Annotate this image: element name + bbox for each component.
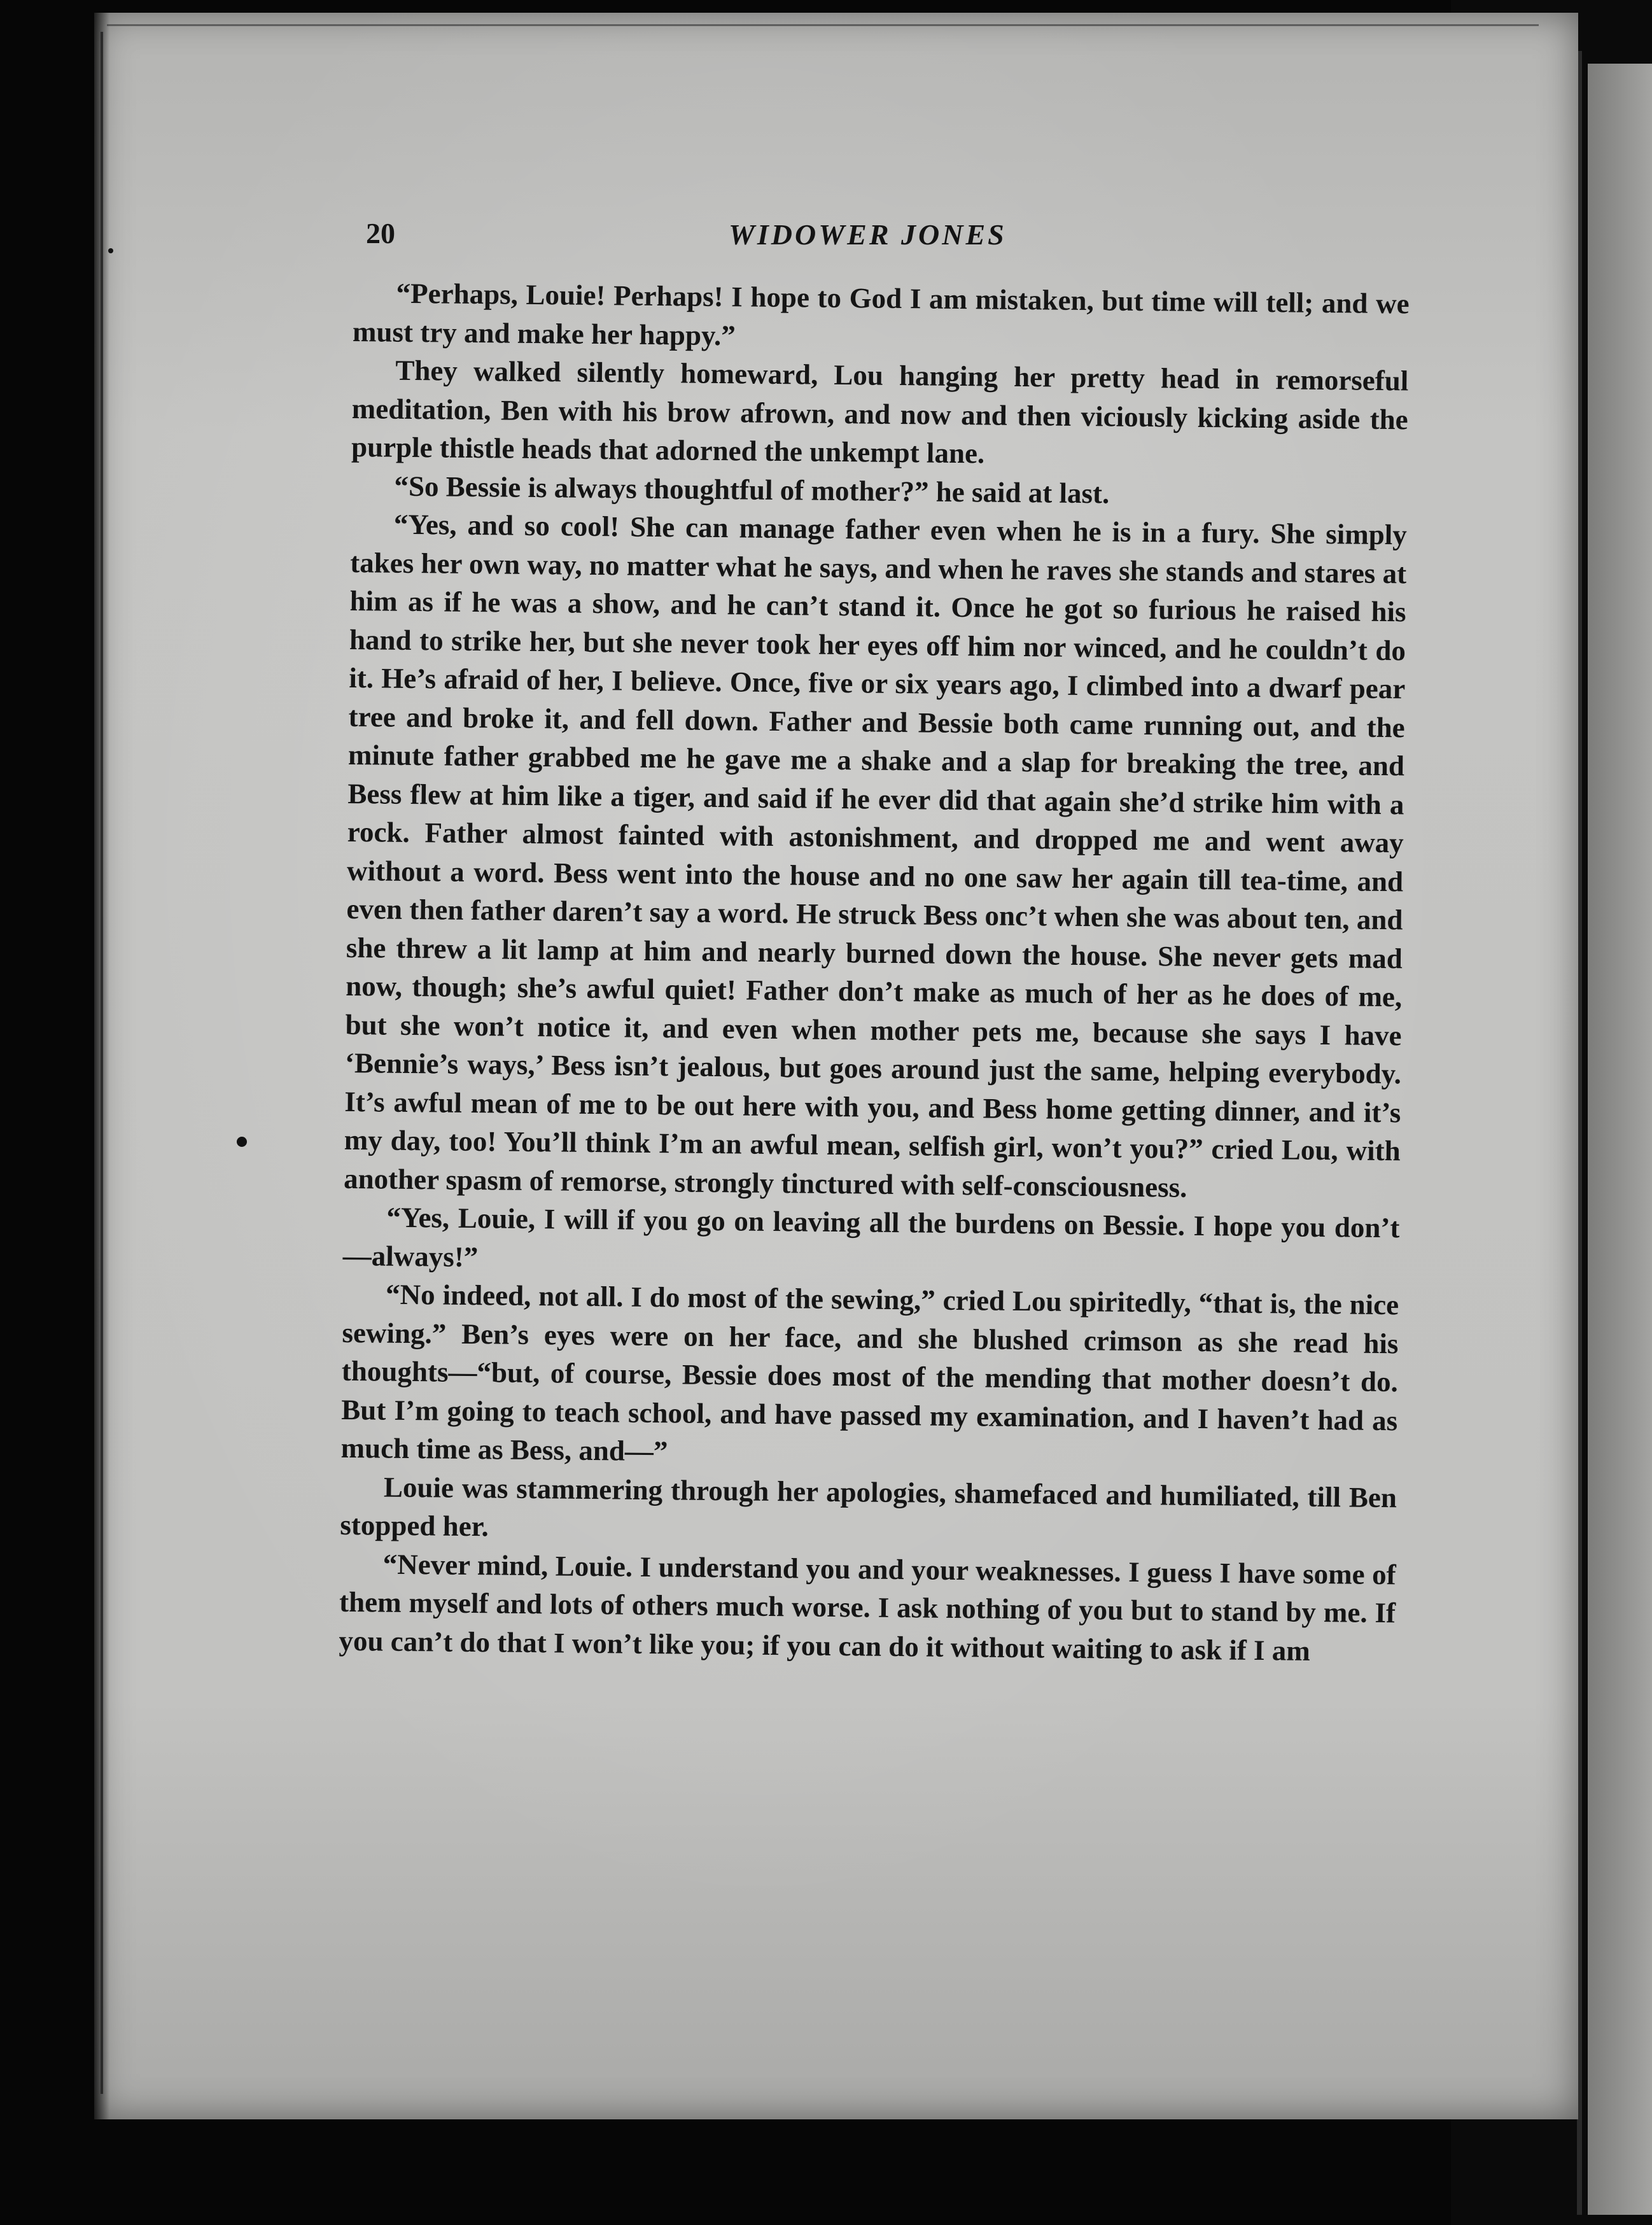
paragraph: Louie was stammering through her apologies, shamefaced and humiliated, till Ben stopped her. — [340, 1471, 1397, 1543]
paragraph: “Yes, and so cool! She can manage father even when he is in a fury. She simply takes her own way, no matter what he says, and when he raves she stands and stares at him as if he was a show, and he can’t stand it. Once he got so furious he raised his hand to strike her, but she never took her eyes off him nor winced, and he couldn’t do it. He’s afraid of her, I believe. Once, five or six years ago, I climbed into a dwarf pear tree and broke it, and fell down. Father and Bessie both came running out, and the minute father grabbed me he gave me a shake and a slap for breaking the tree, and Bess flew at him like a tiger, and said if he ever did that again she’d strike him with a rock. Father almost fainted with astonishment, and dropped me and went away without a word. Bess went into the house and no one saw her again till tea-time, and even then father daren’t say a word. He struck Bess onc’t when she was about ten, and she threw a lit lamp at him and nearly burned down the house. She never gets mad now, though; she’s awful quiet! Father don’t make as much of her as he does of me, but she won’t notice it, and even when mother pets me, because she says I have ‘Bennie’s ways,’ Bess isn’t jealous, but goes around just the same, helping everybody. It’s awful mean of me to be out here with you, and Bess home getting dinner, and it’s my day, too! You’ll think I’m an awful mean, selfish girl, won’t you?” cried Lou, with another spasm of remorse, strongly tinctured with self-consciousness. — [343, 508, 1408, 1204]
page-header — [366, 216, 1429, 261]
ink-speck — [237, 1137, 247, 1147]
paragraph: “So Bessie is always thoughtful of mother?” he said at last. — [394, 470, 1110, 509]
paragraph: “No indeed, not all. I do most of the sewing,” cried Lou spiritedly, “that is, the nice sewing.” Ben’s eyes were on her face, and she blushed crimson as she read his thoughts—“but, of course, Bessie does most of the mending that mother doesn’t do. But I’m going to teach school, and have passed my examination, and I haven’t had as much time as Bess, and—” — [340, 1278, 1399, 1468]
page-number: 20 — [366, 217, 395, 249]
top-border-rule — [107, 24, 1539, 26]
paragraph: They walked silently homeward, Lou hanging her pretty head in remorseful meditation, Ben with his brow afrown, and now and then viciously kicking aside the purple thistle heads that adorned the unkempt lane. — [351, 354, 1409, 470]
paragraph: “Never mind, Louie. I understand you and your weaknesses. I guess I have some of them myself and lots of others much worse. I ask nothing of you but to stand by me. If you can’t do that I won’t like you; if you can do it without waiting to ask if I am — [339, 1548, 1396, 1667]
paragraph: “Yes, Louie, I will if you go on leaving all the burdens on Bessie. I hope you don’t—always!” — [342, 1201, 1400, 1273]
body-text — [339, 274, 1410, 1671]
paragraph: “Perhaps, Louie! Perhaps! I hope to God I am mistaken, but time will tell; and we must try and make her happy.” — [352, 277, 1410, 351]
left-border-rule — [101, 32, 103, 2094]
running-title: WIDOWER JONES — [729, 218, 1007, 251]
facing-page-edge — [1588, 64, 1652, 2215]
ink-speck — [108, 248, 113, 253]
